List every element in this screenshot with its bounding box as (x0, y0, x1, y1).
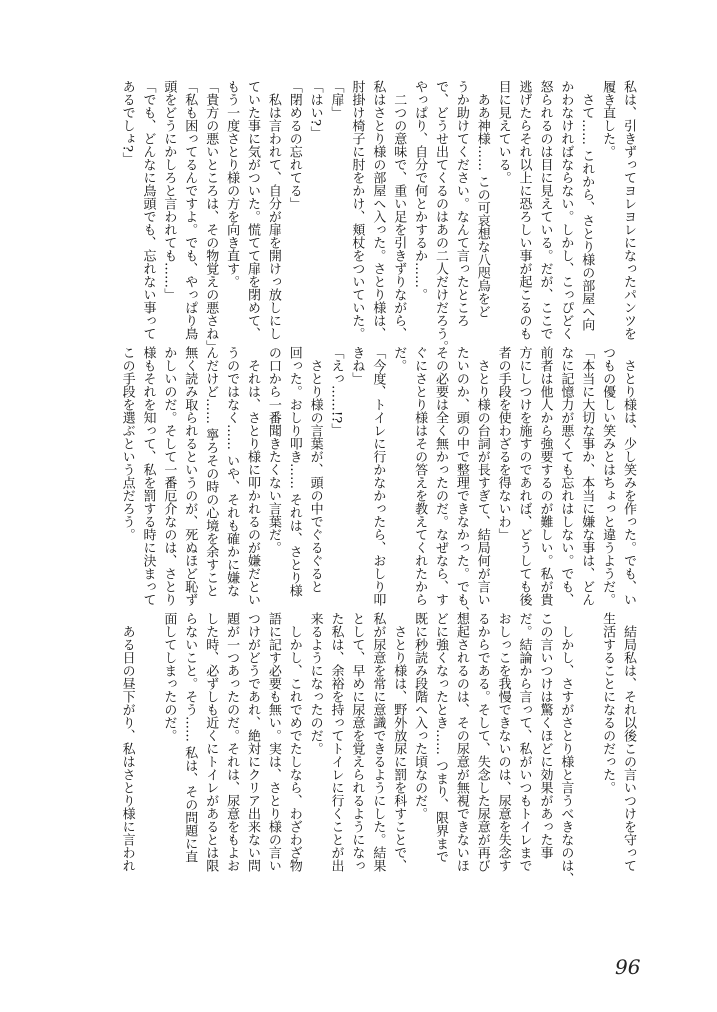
text-line: で、どうせ出てくるのはあの二人だけだろう。 (432, 80, 448, 353)
text-line: さとり様は、野外放尿に罰を科すことで、 (391, 612, 407, 872)
text-line: 履き直した。 (600, 80, 616, 158)
text-line: 二つの意味で、重い足を引きずりながら、 (391, 80, 407, 340)
text-line: なに記憶力が悪くても忘れはしない。でも、 (558, 346, 574, 606)
text-line: 語に記す必要も無い。実は、さとり様の言い (265, 612, 281, 872)
text-line: うのではなく…… いや、それも確かに嫌な (224, 346, 240, 598)
text-line: 回った。おしり叩き…… それは、さとり様 (286, 346, 302, 598)
text-line: 来るようになったのだ。 (307, 612, 323, 755)
text-line: 生活することになるのだった。 (600, 612, 616, 794)
text-line: しかし、さすがさとり様と言うべきなのは、 (558, 612, 574, 885)
text-tier-bottom (93, 612, 638, 885)
text-line: の口から一番聞きたくない言葉だ。 (265, 346, 281, 554)
text-line: 前者は他人から強要するのが難しい。私が貴 (537, 346, 553, 606)
text-line: しかし、これでめでたしなら、わざわざ物 (286, 612, 302, 872)
text-line: さとり様の台詞が長すぎて、結局何が言い (474, 346, 490, 606)
text-line: 「閉めるの忘れてる」 (286, 80, 302, 210)
page-number: 96 (615, 955, 641, 979)
text-line: 目に見えている。 (495, 80, 511, 184)
text-line: その必要は全く無かったのだ。なぜなら、す (432, 346, 448, 606)
text-line: 逃げたらそれ以上に恐ろしい事が起こるのも (516, 80, 532, 340)
text-line: 「本当に大切な事か、本当に嫌な事は、どん (579, 346, 595, 606)
text-line: として、早めに尿意を覚えられるようになっ (349, 612, 365, 872)
text-line: 様もそれを知って、私を罰する時に決まって (140, 346, 156, 606)
text-line: 「今度、トイレに行かなかったら、おしり叩 (370, 346, 386, 606)
text-line: さて…… これから、さとり様の部屋へ向 (579, 80, 595, 332)
text-line: 「扉」 (328, 80, 344, 119)
text-line: やっぱり、自分で何とかするか……。 (412, 80, 428, 301)
text-line: だ。 (391, 346, 407, 372)
text-line: 私は言われて、自分が扉を開けっ放しにし (265, 80, 281, 340)
text-line: るからである。そして、失念した尿意が再び (474, 612, 490, 872)
text-line: 「私も困ってるんですよ。でも、やっぱり鳥 (182, 80, 198, 340)
text-line: この言いつけは驚くほどに効果があった事 (537, 612, 553, 859)
text-line: ぐにさとり様はその答えを教えてくれたから (412, 346, 428, 606)
text-line: 方にしつけを施すのであれば、どうしても後 (516, 346, 532, 606)
text-line: どに強くなったとき…… つまり、限界まで (432, 612, 448, 864)
text-line: らないこと。そう…… 私は、その問題に直 (182, 612, 198, 864)
text-line: 結局私は、それ以後この言いつけを守って (621, 612, 636, 872)
text-line: 「えっ……!?」 (328, 346, 344, 437)
text-line: 無く読み取られるというのが、死ぬほど恥ず (182, 346, 198, 606)
text-line: 「貴方の悪いところは、その物覚えの悪さね」 (203, 80, 219, 353)
text-line (575, 612, 596, 862)
text-line: かわなければならない。しかし、こっぴどく (558, 80, 574, 340)
text-line (137, 612, 158, 862)
text-line: あるでしょ?」 (119, 80, 135, 165)
text-line: かしいのだ。そして一番厄介なのは、さとり (161, 346, 177, 606)
text-line: 「でも、どんなに鳥頭でも、忘れない事って (140, 80, 156, 340)
text-line: 面してしまったのだ。 (161, 612, 177, 742)
text-line: 者の手段を使わざるを得ないわ」 (495, 346, 511, 541)
text-line: たいのか、頭の中で整理できなかった。でも、 (453, 346, 469, 619)
text-line: 題が一つあったのだ。それは、尿意をもよお (224, 612, 240, 872)
text-line: 想起されるのは、その尿意が無視できないほ (453, 612, 469, 872)
text-line: んだけど…… 寧ろその時の心境を余すこと (203, 346, 219, 598)
text-line: ていた事に気がついた。慌てて扉を閉めて、 (244, 80, 260, 340)
text-line: ある日の昼下がり、私はさとり様に言われ (119, 612, 135, 872)
text-line: した時、必ずしも近くにトイレがあるとは限 (203, 612, 219, 872)
text-line: この手段を選ぶという点だろう。 (119, 346, 135, 541)
text-line: それは、さとり様に叩かれるのが嫌だとい (244, 346, 260, 606)
text-line: 頭をどうにかしろと言われても……」 (161, 80, 177, 301)
text-tier-middle (93, 346, 638, 619)
text-line: だ。結論から言って、私がいつもトイレまで (516, 612, 532, 872)
text-line: つけがどうであれ、絶対にクリア出来ない問 (244, 612, 260, 872)
text-line: 「はい?」 (307, 80, 323, 139)
text-line: 怒られるのは目に見えている。だが、ここで (537, 80, 553, 340)
text-line: おしっこを我慢できないのは、尿意を失念す (495, 612, 511, 872)
text-line: さとり様は、少し笑みを作った。でも、い (621, 346, 636, 606)
text-line: 既に秒読み段階へ入った頃なのだ。 (412, 612, 428, 820)
text-tier-top (93, 80, 638, 353)
text-line: さとり様の言葉が、頭の中でぐるぐると (307, 346, 323, 593)
text-line: うか助けてください。なんて言ったところ (453, 80, 469, 327)
text-line: もう一度さとり様の方を向き直す。 (224, 80, 240, 288)
text-line: 私が尿意を常に意識できるようにした。結果 (370, 612, 386, 872)
text-line: 肘掛け椅子に肘をかけ、頬杖をついていた。 (349, 80, 365, 340)
text-line: 私は、引きずってヨレヨレになったパンツを (621, 80, 636, 340)
text-line: た私は、余裕を持ってトイレに行くことが出 (328, 612, 344, 872)
text-line: きね」 (349, 346, 365, 385)
text-line: つもの優しい笑みとはちょっと違うようだ。 (600, 346, 616, 606)
text-line: 私はさとり様の部屋へ入った。さとり様は、 (370, 80, 386, 340)
text-line: ああ神様…… この可哀想な八咫烏をど (474, 80, 490, 319)
